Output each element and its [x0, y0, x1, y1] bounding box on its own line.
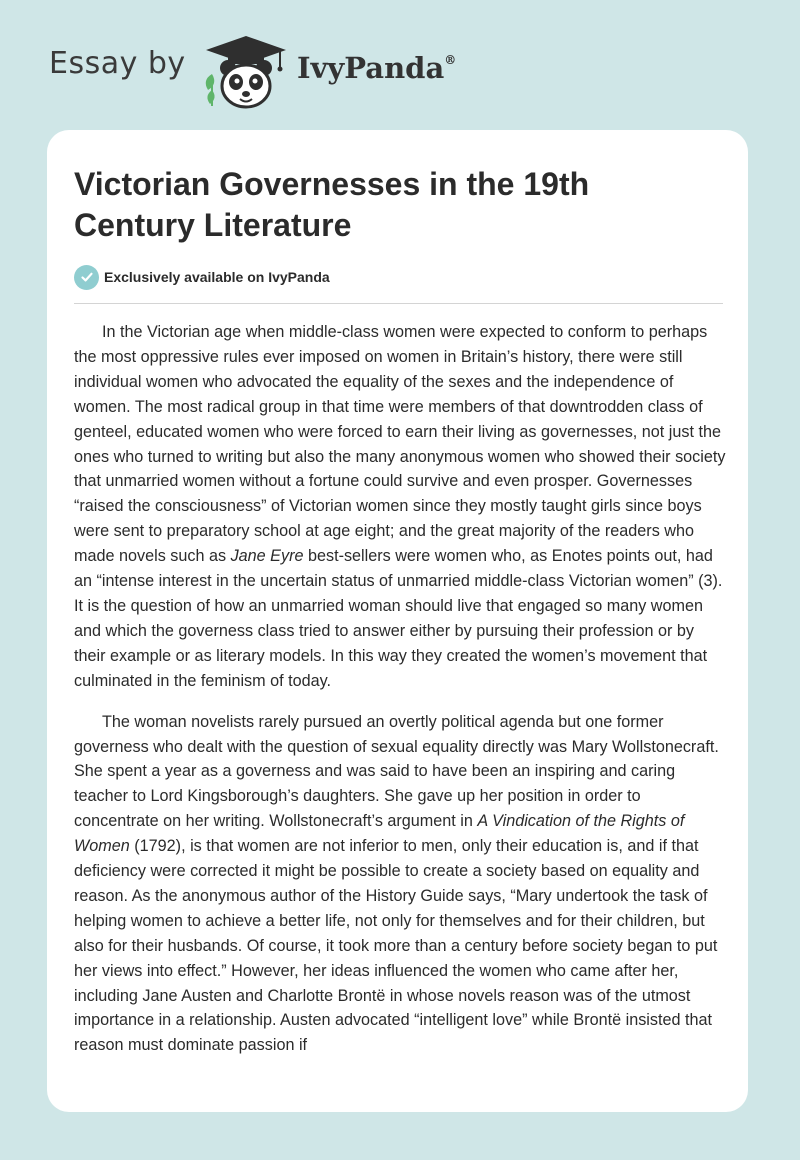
divider — [74, 303, 723, 304]
paragraph-2-text-2: (1792), is that women are not inferior to men, only their education is, and if that deficiency were corrected it might be possible to create a society based on equality and reason. As the anonymous author of the History Guide says, “Mary undertook the task of helping women to achieve a better life, not only for themselves and for their children, but also for their husbands. Of course, it took more than a century before society began to put her views into effect.” However, her ideas influenced the women who came after her, including Jane Austen and Charlotte Brontë in whose novels reason was of the utmost importance in a relationship. Austen advocated “intelligent love” while Brontë insisted that reason must dominate passion if — [74, 837, 718, 1055]
paragraph-2 — [74, 710, 726, 1059]
check-icon — [74, 265, 99, 290]
essay-card — [47, 130, 748, 1112]
exclusive-badge — [74, 264, 330, 290]
site-header — [0, 0, 800, 130]
paragraph-1-text-2: best-sellers were women who, as Enotes points out, had an “intense interest in the uncertain status of unmarried middle-class Victorian women” (3). It is the question of how an unmarried woman should live that engaged so many women and which the governess class tried to answer either by pursuing their profession or by their example or as literary models. In this way they created the women’s movement that culminated in the feminism of today. — [74, 547, 723, 690]
paragraph-2-text-1: The woman novelists rarely pursued an overtly political agenda but one former governess who dealt with the question of sexual equality directly was Mary Wollstonecraft. She spent a year as a governess and was said to have been an inspiring and caring teacher to Lord Kingsborough’s daughters. She gave up her position in order to concentrate on her writing. Wollstonecraft’s argument in — [74, 712, 719, 831]
book-title-jane-eyre: Jane Eyre — [230, 547, 304, 566]
brand-text: IvyPanda — [297, 51, 445, 85]
paragraph-1-text-1: In the Victorian age when middle-class women were expected to conform to perhaps the most oppressive rules ever imposed on women in Britain’s history, there were still individual women who advocated the equality of the sexes and the independence of women. The most radical group in that time were members of that downtrodden class of genteel, educated women who were forced to earn their living as governesses, not just the ones who turned to writing but also the many anonymous women who showed their society that unmarried women without a fortune could survive and even prosper. Governesses “raised the consciousness” of Victorian women since they mostly taught girls since boys were sent to preparatory school at age eight; and the great majority of the readers who made novels such as — [74, 323, 726, 566]
essay-body — [74, 320, 726, 1074]
essay-title: Victorian Governesses in the 19th Century Literature — [74, 166, 590, 243]
exclusive-badge-text: Exclusively available on IvyPanda — [104, 269, 330, 285]
brand-name[interactable] — [297, 51, 456, 85]
trademark-symbol: ® — [444, 53, 457, 67]
panda-graduate-icon[interactable] — [200, 34, 292, 110]
essay-by-label: Essay by — [49, 46, 186, 81]
book-title-vindication: A Vindication of the Rights of Women — [74, 812, 685, 856]
paragraph-1 — [74, 320, 726, 694]
